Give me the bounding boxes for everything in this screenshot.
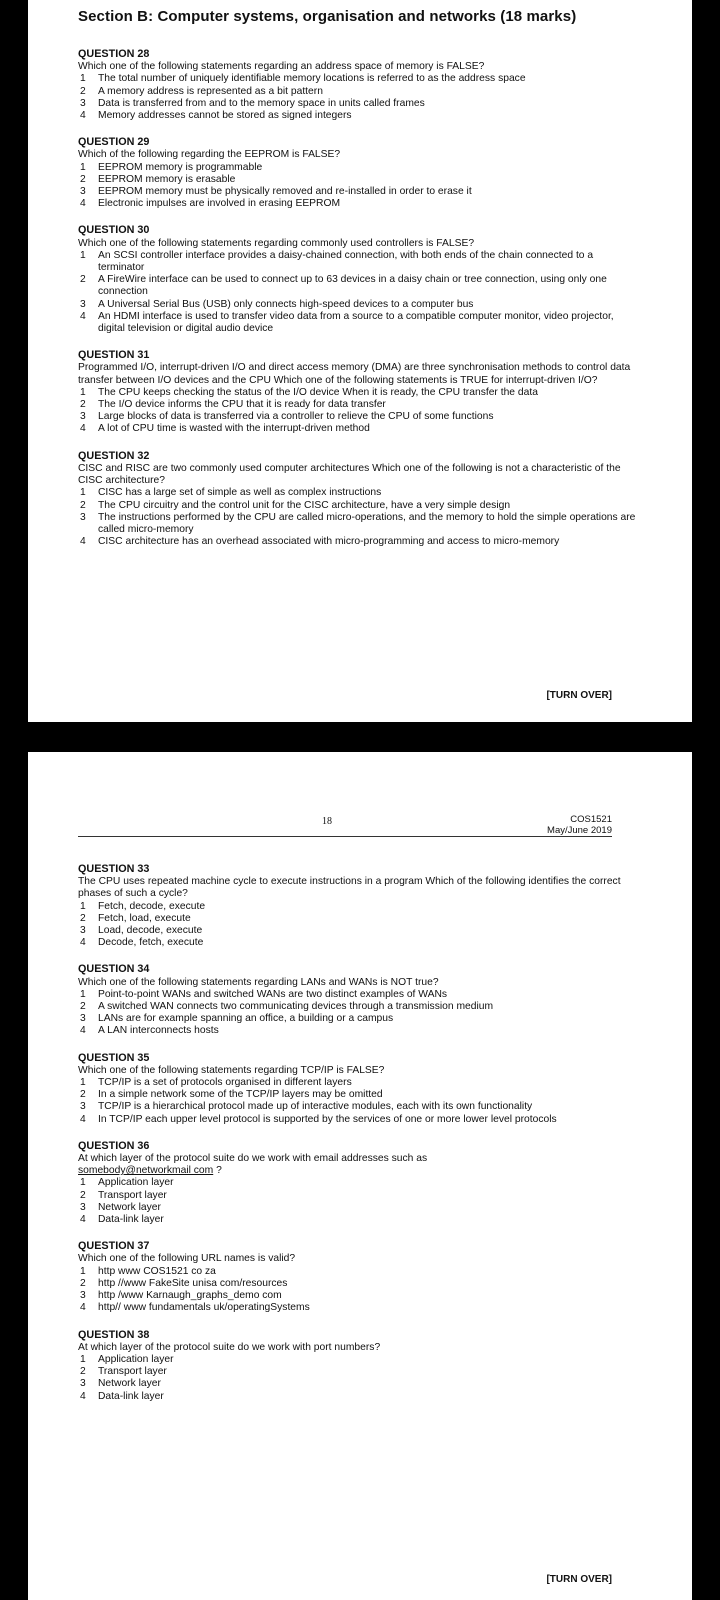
question-heading: QUESTION 34	[78, 963, 150, 976]
option-text: CISC has a large set of simple as well as complex instructions	[98, 487, 382, 499]
answer-option	[78, 1266, 638, 1278]
course-code-header	[547, 814, 612, 836]
email-address[interactable]: somebody@networkmail com	[78, 1165, 214, 1177]
question-stem-text: Which of the following regarding the EEPROM is FALSE?	[78, 149, 341, 161]
option-number: 1	[80, 1353, 86, 1365]
question-stem	[78, 876, 638, 900]
question-stem-text: Which one of the following URL names is valid?	[78, 1253, 296, 1265]
option-text: http// www fundamentals uk/operatingSystems	[98, 1302, 310, 1314]
option-text: EEPROM memory is erasable	[98, 173, 236, 185]
option-number: 3	[80, 1101, 86, 1113]
option-number: 4	[80, 937, 86, 949]
answer-option	[78, 536, 638, 548]
option-number: 1	[80, 988, 86, 1000]
answer-option	[78, 250, 638, 274]
option-text: The CPU circuitry and the control unit for the CISC architecture, have a very simple design	[98, 499, 511, 511]
answer-option	[78, 901, 638, 913]
answer-option	[78, 1214, 638, 1226]
answer-option	[78, 1101, 638, 1113]
option-text: Application layer	[98, 1353, 174, 1365]
answer-option	[78, 1354, 638, 1366]
answer-option	[78, 399, 638, 411]
option-text: A Universal Serial Bus (USB) only connects high-speed devices to a computer bus	[98, 298, 474, 310]
option-text: http /www Karnaugh_graphs_demo com	[98, 1290, 282, 1302]
exam-page-2	[28, 752, 692, 1600]
option-text: In TCP/IP each upper level protocol is supported by the services of one or more lower level protocols	[98, 1113, 557, 1125]
option-text: In a simple network some of the TCP/IP layers may be omitted	[98, 1089, 383, 1101]
question-stem	[78, 362, 638, 386]
option-text: A LAN interconnects hosts	[98, 1025, 219, 1037]
question-heading: QUESTION 32	[78, 449, 150, 462]
option-text: An SCSI controller interface provides a daisy-chained connection, with both ends of the chain connected to a terminator	[98, 249, 594, 274]
answer-option	[78, 1177, 638, 1189]
option-number: 1	[80, 386, 86, 398]
answer-option	[78, 110, 638, 122]
option-text: EEPROM memory is programmable	[98, 161, 263, 173]
question-stem	[78, 61, 638, 73]
answer-option	[78, 198, 638, 210]
question-stem-text: At which layer of the protocol suite do we work with port numbers?	[78, 1341, 381, 1353]
answer-option	[78, 423, 638, 435]
option-number: 3	[80, 186, 86, 198]
question-stem-text: Which one of the following statements regarding LANs and WANs is NOT true?	[78, 976, 439, 988]
question-stem	[78, 1342, 638, 1354]
option-text: The I/O device informs the CPU that it is ready for data transfer	[98, 399, 386, 411]
question-heading: QUESTION 28	[78, 48, 150, 60]
question	[78, 963, 638, 1037]
answer-option	[78, 387, 638, 399]
answer-option	[78, 73, 638, 85]
option-number: 4	[80, 423, 86, 435]
option-number: 3	[80, 298, 86, 310]
option-number: 1	[80, 1265, 86, 1277]
option-text: http //www FakeSite unisa com/resources	[98, 1277, 288, 1289]
option-text: Transport layer	[98, 1189, 167, 1201]
option-number: 1	[80, 900, 86, 912]
option-text: Fetch, load, execute	[98, 912, 191, 924]
question-stem	[78, 1065, 638, 1077]
option-text: Network layer	[98, 1201, 161, 1213]
option-number: 3	[80, 97, 86, 109]
answer-option	[78, 1089, 638, 1101]
option-number: 4	[80, 1025, 86, 1037]
answer-option	[78, 1378, 638, 1390]
question-heading: QUESTION 30	[78, 224, 150, 237]
section-title: Section B: Computer systems, organisation and networks (18 marks)	[78, 8, 577, 25]
option-number: 3	[80, 1290, 86, 1302]
question-heading: QUESTION 29	[78, 136, 150, 149]
answer-option	[78, 311, 638, 335]
answer-option	[78, 512, 638, 536]
option-number: 4	[80, 1390, 86, 1402]
option-number: 2	[80, 1189, 86, 1201]
question-stem-text: Which one of the following statements regarding commonly used controllers is FALSE?	[78, 237, 475, 249]
option-text: TCP/IP is a hierarchical protocol made up of interactive modules, each with its own functionality	[98, 1101, 533, 1113]
answer-option	[78, 1013, 638, 1025]
option-number: 2	[80, 173, 86, 185]
question-heading: QUESTION 31	[78, 349, 150, 362]
answer-option	[78, 1202, 638, 1214]
option-number: 3	[80, 1378, 86, 1390]
option-number: 2	[80, 1366, 86, 1378]
option-number: 1	[80, 487, 86, 499]
option-text: Decode, fetch, execute	[98, 937, 204, 949]
option-text: Fetch, decode, execute	[98, 900, 206, 912]
exam-date: May/June 2019	[547, 825, 612, 836]
option-number: 4	[80, 110, 86, 122]
option-text: TCP/IP is a set of protocols organised in different layers	[98, 1077, 352, 1089]
option-number: 1	[80, 73, 86, 85]
exam-page-1	[28, 0, 692, 722]
question	[78, 863, 638, 949]
option-text: A lot of CPU time is wasted with the interrupt-driven method	[98, 423, 370, 435]
question	[78, 1140, 638, 1226]
option-number: 4	[80, 310, 86, 322]
option-text: A FireWire interface can be used to connect up to 63 devices in a daisy chain or tree connection, using only one connection	[98, 274, 607, 298]
answer-option	[78, 1077, 638, 1089]
answer-option	[78, 1278, 638, 1290]
answer-option	[78, 1025, 638, 1037]
option-number: 2	[80, 912, 86, 924]
answer-option	[78, 98, 638, 110]
option-number: 1	[80, 1077, 86, 1089]
option-text: http www COS1521 co za	[98, 1265, 216, 1277]
question-stem	[78, 149, 638, 161]
option-text: Memory addresses cannot be stored as signed integers	[98, 110, 352, 122]
answer-option	[78, 1190, 638, 1202]
answer-option	[78, 913, 638, 925]
question	[78, 224, 638, 335]
option-number: 2	[80, 1001, 86, 1013]
option-number: 1	[80, 1177, 86, 1189]
option-number: 3	[80, 925, 86, 937]
page-number: 18	[322, 816, 332, 827]
option-text: Electronic impulses are involved in erasing EEPROM	[98, 198, 341, 210]
question-heading: QUESTION 38	[78, 1328, 150, 1341]
question-stem	[78, 977, 638, 989]
option-number: 3	[80, 1201, 86, 1213]
option-text: EEPROM memory must be physically removed and re-installed in order to erase it	[98, 186, 472, 198]
option-number: 2	[80, 399, 86, 411]
option-text: A memory address is represented as a bit pattern	[98, 85, 323, 97]
question	[78, 1240, 638, 1314]
option-text: CISC architecture has an overhead associated with micro-programming and access to micro-memory	[98, 536, 560, 548]
option-text: The total number of uniquely identifiable memory locations is referred to as the address space	[98, 73, 526, 85]
question-stem	[78, 463, 638, 487]
option-number: 4	[80, 536, 86, 548]
answer-option	[78, 925, 638, 937]
question-heading: QUESTION 37	[78, 1240, 150, 1253]
question-stem-text: Which one of the following statements regarding an address space of memory is FALSE?	[78, 61, 485, 73]
answer-option	[78, 1391, 638, 1403]
option-number: 2	[80, 274, 86, 286]
question	[78, 136, 638, 210]
question-stem-text: Which one of the following statements regarding TCP/IP is FALSE?	[78, 1064, 385, 1076]
question-stem	[78, 238, 638, 250]
answer-option	[78, 174, 638, 186]
answer-option	[78, 186, 638, 198]
option-text: Transport layer	[98, 1366, 167, 1378]
answer-option	[78, 989, 638, 1001]
option-number: 3	[80, 411, 86, 423]
answer-option	[78, 1290, 638, 1302]
option-number: 2	[80, 499, 86, 511]
turn-over-label: [TURN OVER]	[546, 1574, 612, 1585]
question	[78, 1052, 638, 1126]
option-number: 1	[80, 249, 86, 261]
question-stem-text: At which layer of the protocol suite do we work with email addresses such as	[78, 1153, 428, 1165]
option-text: An HDMI interface is used to transfer video data from a source to a compatible computer monitor, video projector, digital television or digital audio device	[98, 310, 614, 335]
question-heading: QUESTION 35	[78, 1051, 150, 1064]
header-divider	[78, 836, 612, 837]
option-text: Data is transferred from and to the memory space in units called frames	[98, 97, 425, 109]
question-list	[78, 48, 638, 562]
option-number: 3	[80, 511, 86, 523]
question	[78, 450, 638, 549]
answer-option	[78, 1302, 638, 1314]
answer-option	[78, 1001, 638, 1013]
option-number: 3	[80, 1013, 86, 1025]
question	[78, 48, 638, 122]
option-text: The CPU keeps checking the status of the I/O device When it is ready, the CPU transfer the data	[98, 386, 538, 398]
question-stem	[78, 1153, 638, 1177]
question	[78, 349, 638, 435]
option-number: 2	[80, 1277, 86, 1289]
option-text: Large blocks of data is transferred via a controller to relieve the CPU of some functions	[98, 411, 494, 423]
option-number: 2	[80, 1089, 86, 1101]
option-text: Data-link layer	[98, 1214, 164, 1226]
question-stem-text: CISC and RISC are two commonly used computer architectures Which one of the following is not a characteristic of the CISC architecture?	[78, 462, 621, 487]
option-text: Network layer	[98, 1378, 161, 1390]
option-text: Application layer	[98, 1177, 174, 1189]
option-text: A switched WAN connects two communicating devices through a transmission medium	[98, 1001, 494, 1013]
option-text: The instructions performed by the CPU are called micro-operations, and the memory to hold the simple operations are called micro-memory	[98, 511, 636, 535]
answer-option	[78, 274, 638, 298]
turn-over-label: [TURN OVER]	[546, 690, 612, 701]
answer-option	[78, 937, 638, 949]
answer-option	[78, 1114, 638, 1126]
answer-option	[78, 500, 638, 512]
answer-option	[78, 1366, 638, 1378]
option-number: 2	[80, 85, 86, 97]
option-number: 1	[80, 161, 86, 173]
course-code: COS1521	[570, 814, 612, 825]
question-list	[78, 863, 638, 1417]
option-text: Data-link layer	[98, 1390, 164, 1402]
answer-option	[78, 411, 638, 423]
answer-option	[78, 487, 638, 499]
email-suffix: ?	[213, 1165, 222, 1177]
answer-option	[78, 299, 638, 311]
question-stem-text: Programmed I/O, interrupt-driven I/O and direct access memory (DMA) are three synchronisation methods to control data transfer between I/O devices and the CPU Which one of the following statements is TRUE for interrupt-driven I/O?	[78, 362, 631, 386]
option-text: LANs are for example spanning an office, a building or a campus	[98, 1013, 394, 1025]
answer-option	[78, 162, 638, 174]
question-heading: QUESTION 36	[78, 1139, 150, 1152]
question-heading: QUESTION 33	[78, 863, 150, 875]
option-number: 4	[80, 198, 86, 210]
question	[78, 1329, 638, 1403]
question-stem-text: The CPU uses repeated machine cycle to execute instructions in a program Which of the following identifies the correct phases of such a cycle?	[78, 876, 621, 900]
option-number: 4	[80, 1113, 86, 1125]
option-number: 4	[80, 1214, 86, 1226]
answer-option	[78, 86, 638, 98]
option-number: 4	[80, 1302, 86, 1314]
question-stem	[78, 1253, 638, 1265]
option-text: Load, decode, execute	[98, 925, 203, 937]
option-text: Point-to-point WANs and switched WANs are two distinct examples of WANs	[98, 988, 448, 1000]
